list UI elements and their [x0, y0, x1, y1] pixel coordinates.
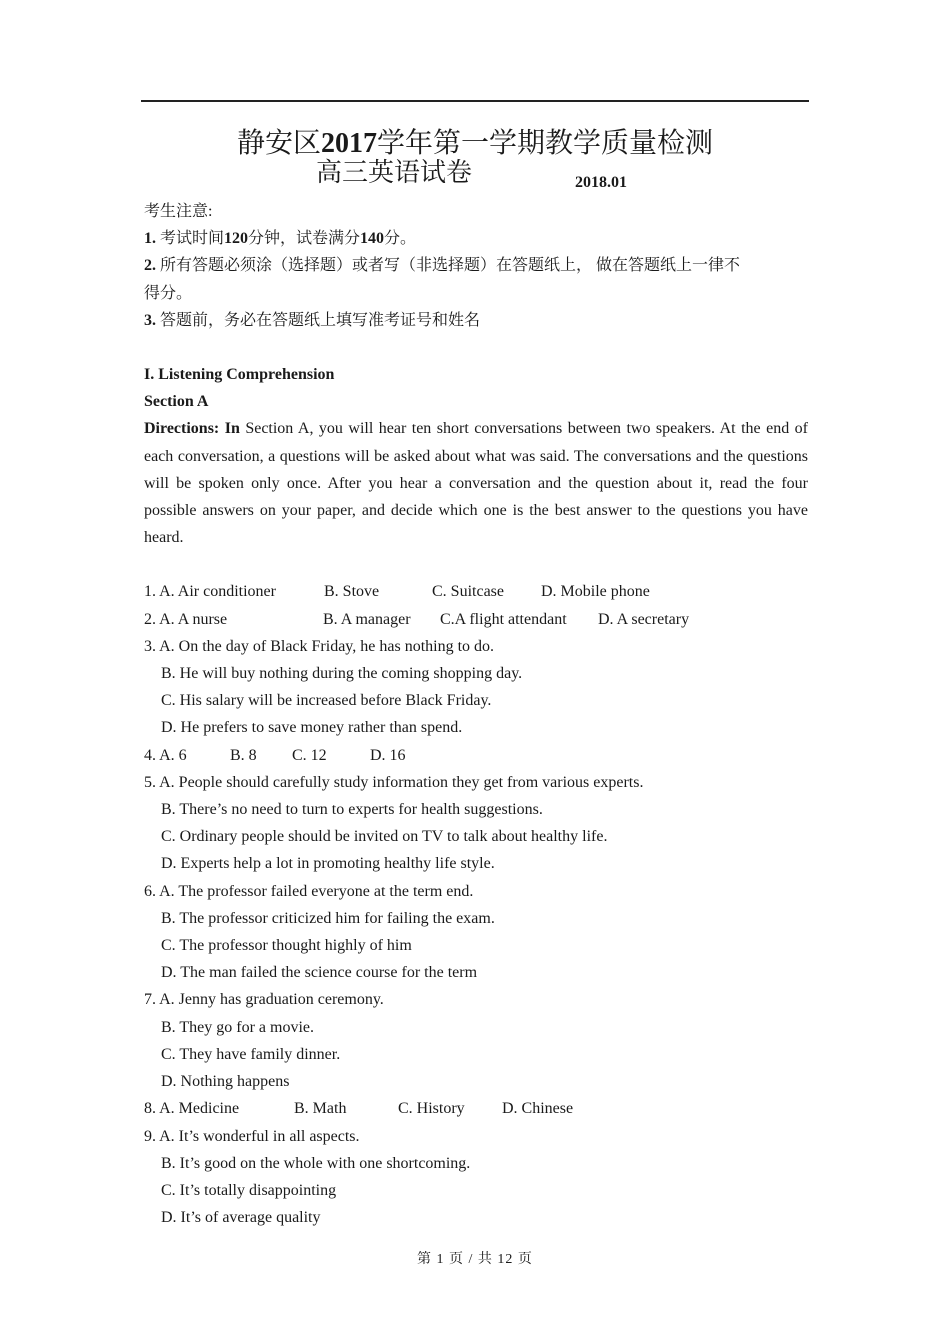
- exam-title: [0, 126, 950, 162]
- q5-option-c: C. Ordinary people should be invited on TV to talk about healthy life.: [161, 828, 608, 846]
- exam-date: 2018.01: [575, 174, 627, 191]
- directions-paragraph: Directions: In Section A, you will hear ten short conversations between two speakers. At the end of each conversation, a questions will be asked about what was said. The conversations and the questions will be spoken only once. After you hear a conversation and the question about it, read the four possible answers on your paper, and decide which one is the best answer to the questions you have heard.: [144, 420, 808, 547]
- page-footer: 第 1 页 / 共 12 页: [417, 1252, 533, 1267]
- notice-item-2-cont: 得分。: [144, 284, 193, 302]
- header-rule: [141, 100, 809, 102]
- q2-option-c: C.A flight attendant: [440, 610, 567, 628]
- q2-option-d: D. A secretary: [598, 610, 690, 628]
- q5-option-d: D. Experts help a lot in promoting healthy life style.: [161, 855, 495, 873]
- title-term: 学年第一学期教学质量检测: [377, 128, 714, 159]
- q6-option-b: B. The professor criticized him for failing the exam.: [161, 909, 495, 927]
- question-8: [144, 1095, 808, 1122]
- q1-option-c: C. Suitcase: [432, 583, 504, 601]
- notice-item-1: 1. 考试时间120分钟，试卷满分140分。: [144, 230, 417, 248]
- q1-option-d: D. Mobile phone: [541, 583, 650, 601]
- q1-option-a: 1. A. Air conditioner: [144, 583, 276, 601]
- q4-option-b: B. 8: [230, 746, 257, 764]
- q9-option-d: D. It’s of average quality: [161, 1209, 321, 1227]
- q4-option-a: 4. A. 6: [144, 746, 187, 764]
- question-2: [144, 606, 808, 633]
- q9-option-a: 9. A. It’s wonderful in all aspects.: [144, 1127, 360, 1145]
- q3-option-b: B. He will buy nothing during the coming shopping day.: [161, 665, 523, 683]
- q6-option-a: 6. A. The professor failed everyone at the term end.: [144, 882, 474, 900]
- title-district: 静安区: [236, 128, 321, 159]
- q2-option-a: 2. A. A nurse: [144, 610, 228, 628]
- q8-option-d: D. Chinese: [502, 1100, 574, 1118]
- notice-item-3: 3. 答题前，务必在答题纸上填写准考证号和姓名: [144, 311, 481, 329]
- q8-option-c: C. History: [398, 1100, 465, 1118]
- q9-option-b: B. It’s good on the whole with one shortcoming.: [161, 1154, 471, 1172]
- spacer: [144, 551, 808, 578]
- q7-option-b: B. They go for a movie.: [161, 1018, 315, 1036]
- q5-option-b: B. There’s no need to turn to experts for health suggestions.: [161, 801, 543, 819]
- part-title: I. Listening Comprehension: [144, 366, 335, 384]
- q7-option-c: C. They have family dinner.: [161, 1045, 341, 1063]
- q3-option-a: 3. A. On the day of Black Friday, he has nothing to do.: [144, 637, 495, 655]
- q8-option-b: B. Math: [294, 1100, 347, 1118]
- exam-body: [144, 198, 808, 1231]
- q2-option-b: B. A manager: [323, 610, 411, 628]
- q7-option-a: 7. A. Jenny has graduation ceremony.: [144, 991, 384, 1009]
- q9-option-c: C. It’s totally disappointing: [161, 1181, 337, 1199]
- notice-label: 考生注意:: [144, 203, 213, 220]
- q8-option-a: 8. A. Medicine: [144, 1100, 240, 1118]
- q7-option-d: D. Nothing happens: [161, 1073, 290, 1091]
- section-title: Section A: [144, 393, 209, 411]
- q1-option-b: B. Stove: [324, 583, 380, 601]
- question-1: [144, 578, 808, 605]
- q4-option-d: D. 16: [370, 746, 406, 764]
- q3-option-c: C. His salary will be increased before Black Friday.: [161, 692, 492, 710]
- q4-option-c: C. 12: [292, 746, 327, 764]
- question-4: [144, 742, 808, 769]
- q6-option-c: C. The professor thought highly of him: [161, 937, 412, 955]
- q6-option-d: D. The man failed the science course for the term: [161, 964, 478, 982]
- spacer: [144, 334, 808, 361]
- q5-option-a: 5. A. People should carefully study information they get from various experts.: [144, 773, 644, 791]
- title-year: 2017: [321, 128, 377, 159]
- exam-subtitle: 高三英语试卷: [316, 158, 473, 187]
- notice-item-2: 2. 所有答题必须涂（选择题）或者写（非选择题）在答题纸上， 做在答题纸上一律不: [144, 257, 741, 275]
- q3-option-d: D. He prefers to save money rather than spend.: [161, 719, 463, 737]
